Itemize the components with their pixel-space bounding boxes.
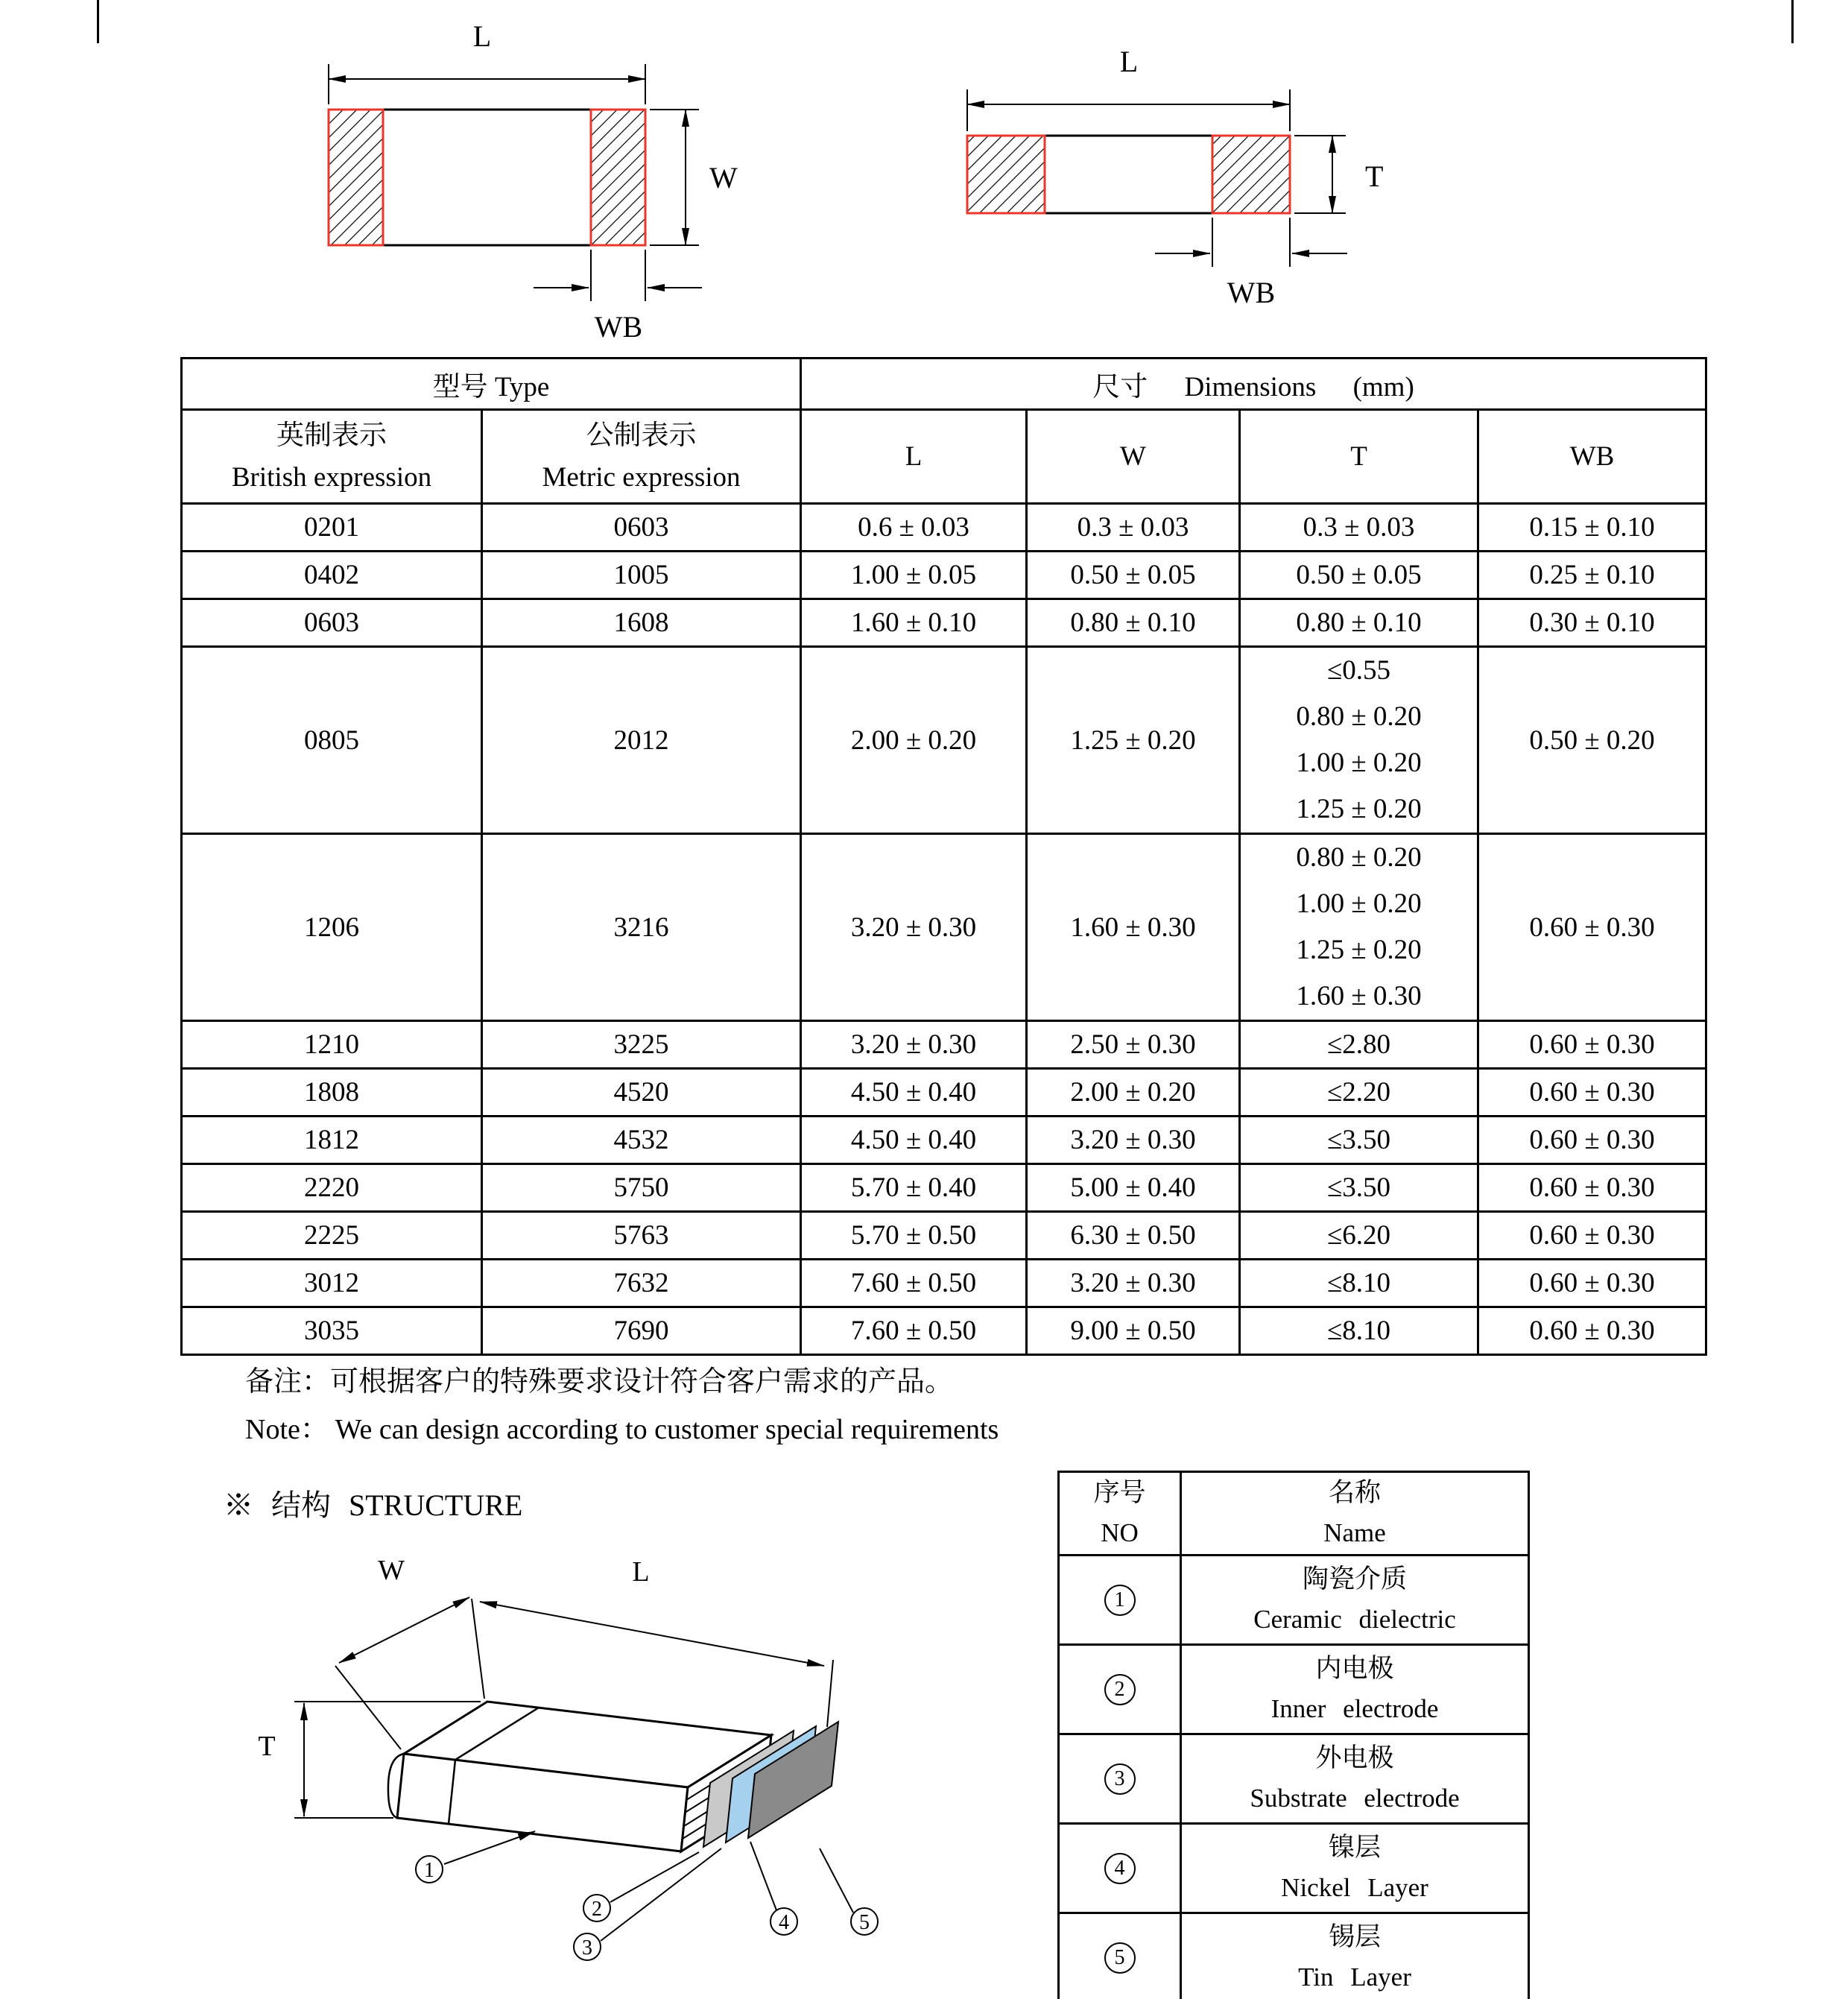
- svg-text:5: 5: [859, 1911, 870, 1934]
- cell-wb: 0.15 ± 0.10: [1478, 504, 1706, 552]
- package-dimension-drawings: [0, 0, 1848, 350]
- cell-british: 1210: [182, 1021, 482, 1069]
- cell-l: 7.60 ± 0.50: [801, 1307, 1027, 1355]
- cell-wb: 0.60 ± 0.30: [1478, 834, 1706, 1021]
- cell-british: 2225: [182, 1212, 482, 1260]
- struct-header-name: [1181, 1472, 1529, 1556]
- structure-heading: ※ 结构 STRUCTURE: [224, 1488, 523, 1522]
- cell-wb: 0.60 ± 0.30: [1478, 1260, 1706, 1307]
- cell-british: 2220: [182, 1164, 482, 1212]
- right-terminal-side-hatched: [1212, 136, 1290, 213]
- cell-wb: 0.50 ± 0.20: [1478, 647, 1706, 834]
- cell-t: [1240, 647, 1478, 834]
- struct-cell-name: [1181, 1734, 1529, 1823]
- cell-l: 3.20 ± 0.30: [801, 834, 1027, 1021]
- t-line: 1.00 ± 0.20: [1296, 748, 1422, 778]
- label-WB-side-view: WB: [1227, 276, 1276, 309]
- label-L-3d: L: [632, 1556, 650, 1588]
- cell-british: 3035: [182, 1307, 482, 1355]
- struct-name-zh: 锡层: [1328, 1921, 1381, 1951]
- cell-w: 5.00 ± 0.40: [1027, 1164, 1240, 1212]
- table-row: [182, 1117, 1706, 1164]
- cell-metric: 5750: [482, 1164, 801, 1212]
- cell-t: ≤8.10: [1240, 1260, 1478, 1307]
- cell-w: 0.3 ± 0.03: [1027, 504, 1240, 552]
- dimension-arrow-W-3d: [339, 1597, 469, 1663]
- cell-w: 9.00 ± 0.50: [1027, 1307, 1240, 1355]
- note-english: Note： We can design according to customer special requirements: [245, 1414, 999, 1445]
- label-W-top-view: W: [709, 161, 738, 195]
- table-row: [182, 834, 1706, 1021]
- cell-british: 0805: [182, 647, 482, 834]
- cell-l: 1.60 ± 0.10: [801, 599, 1027, 647]
- cell-wb: 0.60 ± 0.30: [1478, 1069, 1706, 1117]
- cell-l: 4.50 ± 0.40: [801, 1069, 1027, 1117]
- struct-header-no-zh: 序号: [1093, 1478, 1146, 1507]
- cell-wb: 0.60 ± 0.30: [1478, 1212, 1706, 1260]
- cell-wb: 0.60 ± 0.30: [1478, 1117, 1706, 1164]
- circled-number: 2: [1104, 1674, 1136, 1705]
- cell-t: 0.80 ± 0.10: [1240, 599, 1478, 647]
- col-header-british: [182, 410, 482, 504]
- cell-t: ≤2.20: [1240, 1069, 1478, 1117]
- struct-name-en: Ceramic dielectric: [1253, 1605, 1456, 1634]
- cell-metric: 4532: [482, 1117, 801, 1164]
- struct-name-en: Tin Layer: [1298, 1962, 1411, 1992]
- callout-5: [820, 1848, 878, 1935]
- cell-metric: 3225: [482, 1021, 801, 1069]
- struct-cell-no: [1059, 1913, 1181, 1999]
- cell-l: 5.70 ± 0.50: [801, 1212, 1027, 1260]
- cell-metric: 7632: [482, 1260, 801, 1307]
- svg-text:4: 4: [779, 1911, 789, 1934]
- table-row: [182, 1260, 1706, 1307]
- cell-metric: 5763: [482, 1212, 801, 1260]
- cell-metric: 4520: [482, 1069, 801, 1117]
- label-L-side-view: L: [1119, 45, 1139, 78]
- cell-wb: 0.60 ± 0.30: [1478, 1307, 1706, 1355]
- table-row: [182, 1307, 1706, 1355]
- circled-number: 4: [1104, 1853, 1136, 1884]
- struct-name-zh: 内电极: [1315, 1653, 1394, 1683]
- callout-2: [583, 1852, 699, 1921]
- type-group-header: 型号 Type: [182, 359, 801, 410]
- table-row: [182, 1164, 1706, 1212]
- struct-cell-name: [1181, 1823, 1529, 1913]
- cell-british: 0201: [182, 504, 482, 552]
- table-row: [1059, 1644, 1529, 1734]
- struct-cell-name: [1181, 1555, 1529, 1644]
- struct-cell-name: [1181, 1913, 1529, 1999]
- struct-name-en: Inner electrode: [1270, 1694, 1439, 1723]
- cell-british: 0603: [182, 599, 482, 647]
- cell-w: 1.60 ± 0.30: [1027, 834, 1240, 1021]
- cell-l: 2.00 ± 0.20: [801, 647, 1027, 834]
- cell-t: ≤2.80: [1240, 1021, 1478, 1069]
- struct-header-no-en: NO: [1101, 1518, 1139, 1548]
- top-view-diagram: [329, 19, 738, 344]
- cell-t: ≤6.20: [1240, 1212, 1478, 1260]
- cell-w: 6.30 ± 0.50: [1027, 1212, 1240, 1260]
- circled-number: 3: [1104, 1763, 1136, 1795]
- cell-metric: 3216: [482, 834, 801, 1021]
- cell-t: 0.50 ± 0.05: [1240, 552, 1478, 599]
- cell-w: 3.20 ± 0.30: [1027, 1260, 1240, 1307]
- cell-wb: 0.60 ± 0.30: [1478, 1164, 1706, 1212]
- label-W-3d: W: [378, 1555, 405, 1586]
- col-header-metric-en: Metric expression: [542, 461, 741, 493]
- struct-header-name-zh: 名称: [1328, 1478, 1381, 1507]
- table-row: [182, 1212, 1706, 1260]
- cell-metric: 1005: [482, 552, 801, 599]
- cell-w: 2.50 ± 0.30: [1027, 1021, 1240, 1069]
- cell-w: 1.25 ± 0.20: [1027, 647, 1240, 834]
- structure-3d-diagram: [224, 1532, 931, 1999]
- label-L-top-view: L: [472, 19, 492, 53]
- cell-t: ≤3.50: [1240, 1164, 1478, 1212]
- svg-text:1: 1: [424, 1859, 434, 1882]
- struct-name-en: Nickel Layer: [1281, 1873, 1428, 1902]
- col-header-metric: [482, 410, 801, 504]
- cell-british: 3012: [182, 1260, 482, 1307]
- cell-t: ≤3.50: [1240, 1117, 1478, 1164]
- col-header-metric-zh: 公制表示: [586, 420, 697, 451]
- svg-text:3: 3: [582, 1936, 592, 1959]
- cell-wb: 0.25 ± 0.10: [1478, 552, 1706, 599]
- circled-number: 5: [1104, 1942, 1136, 1974]
- cell-l: 3.20 ± 0.30: [801, 1021, 1027, 1069]
- t-line: 1.25 ± 0.20: [1296, 935, 1422, 965]
- struct-cell-no: [1059, 1734, 1181, 1823]
- struct-header-name-en: Name: [1323, 1518, 1386, 1548]
- cell-t: [1240, 834, 1478, 1021]
- table-row: [1059, 1555, 1529, 1644]
- cell-l: 7.60 ± 0.50: [801, 1260, 1027, 1307]
- cell-wb: 0.60 ± 0.30: [1478, 1021, 1706, 1069]
- t-line: 0.80 ± 0.20: [1296, 701, 1422, 732]
- t-line: 1.00 ± 0.20: [1296, 888, 1422, 919]
- cell-l: 5.70 ± 0.40: [801, 1164, 1027, 1212]
- structure-table: [1057, 1471, 1530, 1999]
- cell-w: 0.50 ± 0.05: [1027, 552, 1240, 599]
- side-view-diagram: [967, 45, 1383, 309]
- cell-metric: 0603: [482, 504, 801, 552]
- cell-metric: 7690: [482, 1307, 801, 1355]
- struct-cell-no: [1059, 1823, 1181, 1913]
- callout-1: [416, 1831, 535, 1883]
- struct-name-en: Substrate electrode: [1250, 1784, 1460, 1813]
- col-header-l: L: [801, 410, 1027, 504]
- circled-number: 1: [1104, 1585, 1136, 1616]
- cell-metric: 2012: [482, 647, 801, 834]
- col-header-british-zh: 英制表示: [276, 420, 387, 451]
- cell-t: ≤8.10: [1240, 1307, 1478, 1355]
- table-row: [1059, 1913, 1529, 1999]
- col-header-british-en: British expression: [231, 461, 432, 493]
- cell-wb: 0.30 ± 0.10: [1478, 599, 1706, 647]
- cell-l: 0.6 ± 0.03: [801, 504, 1027, 552]
- note-chinese: 备注：可根据客户的特殊要求设计符合客户需求的产品。: [245, 1366, 954, 1398]
- struct-cell-no: [1059, 1555, 1181, 1644]
- cell-w: 2.00 ± 0.20: [1027, 1069, 1240, 1117]
- table-row: [1059, 1472, 1529, 1556]
- col-header-t: T: [1240, 410, 1478, 504]
- struct-name-zh: 镍层: [1328, 1832, 1381, 1862]
- cell-british: 0402: [182, 552, 482, 599]
- cell-l: 1.00 ± 0.05: [801, 552, 1027, 599]
- table-row: [1059, 1823, 1529, 1913]
- table-row: [182, 410, 1706, 504]
- col-header-w: W: [1027, 410, 1240, 504]
- t-line: ≤0.55: [1326, 655, 1391, 686]
- cell-w: 3.20 ± 0.30: [1027, 1117, 1240, 1164]
- cell-british: 1812: [182, 1117, 482, 1164]
- t-line: 1.25 ± 0.20: [1296, 794, 1422, 824]
- col-header-wb: WB: [1478, 410, 1706, 504]
- right-terminal-hatched: [591, 110, 645, 245]
- cell-w: 0.80 ± 0.10: [1027, 599, 1240, 647]
- struct-cell-name: [1181, 1644, 1529, 1734]
- cell-british: 1206: [182, 834, 482, 1021]
- table-row: [182, 1021, 1706, 1069]
- struct-name-zh: 陶瓷介质: [1302, 1564, 1407, 1594]
- dimensions-table: [180, 357, 1707, 1356]
- t-line: 1.60 ± 0.30: [1296, 981, 1422, 1011]
- left-terminal-hatched: [329, 110, 383, 245]
- t-line: 0.80 ± 0.20: [1296, 842, 1422, 873]
- label-T-side-view: T: [1365, 160, 1384, 193]
- dimensions-group-header: 尺寸 Dimensions (mm): [801, 359, 1706, 410]
- cell-metric: 1608: [482, 599, 801, 647]
- label-WB-top-view: WB: [594, 310, 643, 344]
- table-row: [182, 1069, 1706, 1117]
- left-terminal-side-hatched: [967, 136, 1045, 213]
- struct-header-no: [1059, 1472, 1181, 1556]
- cell-british: 1808: [182, 1069, 482, 1117]
- dimension-arrow-L-3d: [480, 1602, 824, 1666]
- table-row: [182, 504, 1706, 552]
- cell-t: 0.3 ± 0.03: [1240, 504, 1478, 552]
- callout-4: [750, 1842, 797, 1935]
- svg-text:2: 2: [592, 1898, 602, 1921]
- struct-name-zh: 外电极: [1315, 1743, 1394, 1772]
- cell-l: 4.50 ± 0.40: [801, 1117, 1027, 1164]
- struct-cell-no: [1059, 1644, 1181, 1734]
- label-T-3d: T: [258, 1731, 276, 1762]
- table-row: [182, 599, 1706, 647]
- table-row: [1059, 1734, 1529, 1823]
- table-row: [182, 552, 1706, 599]
- table-row: [182, 359, 1706, 410]
- table-row: [182, 647, 1706, 834]
